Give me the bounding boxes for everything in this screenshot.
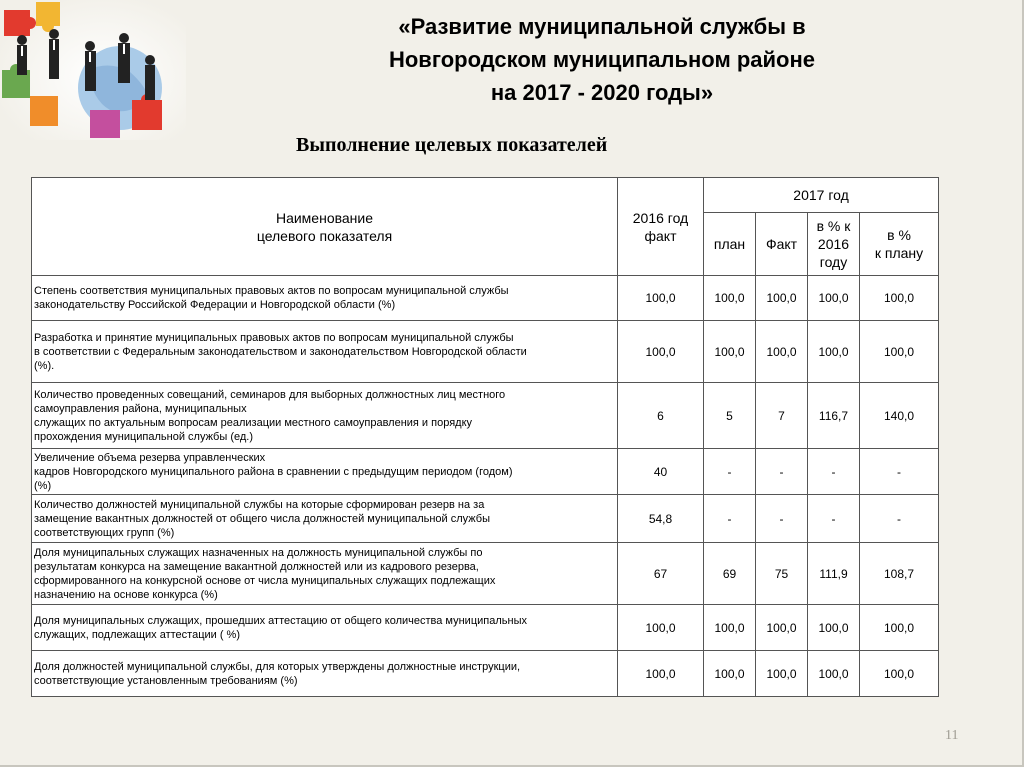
value-2016-fact: 100,0: [618, 651, 704, 697]
value-pct-2016: 116,7: [808, 383, 860, 449]
value-fact: 100,0: [756, 276, 808, 321]
table-row: [32, 276, 939, 321]
indicator-name: Разработка и принятие муниципальных правовых актов по вопросам муниципальной службы в соответствии с Федеральным законодательством и законодательством Новгородской области (%).: [32, 321, 618, 383]
header-plan: план: [704, 213, 756, 276]
value-plan: 100,0: [704, 605, 756, 651]
header-2017-year: 2017 год: [704, 178, 939, 213]
value-plan: 100,0: [704, 276, 756, 321]
slide-subtitle: Выполнение целевых показателей: [296, 134, 608, 156]
value-fact: -: [756, 449, 808, 495]
puzzle-people-illustration: [0, 0, 186, 140]
value-pct-2016: 100,0: [808, 651, 860, 697]
value-2016-fact: 100,0: [618, 276, 704, 321]
value-pct-plan: 100,0: [860, 605, 939, 651]
indicator-name: Количество проведенных совещаний, семинаров для выборных должностных лиц местного самоуправления района, муниципальных служащих по актуальным вопросам реализации местного самоуправления и порядку прохождения муниципальной службы (ед.): [32, 383, 618, 449]
value-pct-plan: -: [860, 495, 939, 543]
table-row: [32, 543, 939, 605]
page-number: 11: [945, 728, 959, 743]
value-pct-2016: -: [808, 495, 860, 543]
value-plan: 5: [704, 383, 756, 449]
value-pct-2016: 100,0: [808, 276, 860, 321]
table-row: [32, 321, 939, 383]
value-2016-fact: 40: [618, 449, 704, 495]
header-pct-plan: в % к плану: [860, 213, 939, 276]
value-pct-2016: 100,0: [808, 605, 860, 651]
value-pct-plan: 100,0: [860, 276, 939, 321]
indicator-name: Доля муниципальных служащих, прошедших аттестацию от общего количества муниципальных служащих, подлежащих аттестации ( %): [32, 605, 618, 651]
value-plan: 100,0: [704, 651, 756, 697]
table-row: [32, 605, 939, 651]
header-2016-fact: 2016 год факт: [618, 178, 704, 276]
value-plan: 100,0: [704, 321, 756, 383]
value-plan: -: [704, 495, 756, 543]
indicator-name: Количество должностей муниципальной службы на которые сформирован резерв на за замещение вакантных должностей от общего числа должностей муниципальной службы соответствующих групп (%): [32, 495, 618, 543]
value-pct-plan: 100,0: [860, 321, 939, 383]
value-2016-fact: 67: [618, 543, 704, 605]
value-fact: 7: [756, 383, 808, 449]
value-pct-plan: -: [860, 449, 939, 495]
title-line-1: «Развитие муниципальной службы в: [398, 14, 806, 39]
indicators-table: [31, 177, 939, 697]
indicator-name: Увеличение объема резерва управленческих кадров Новгородского муниципального района в сравнении с предыдущим периодом (годом) (%): [32, 449, 618, 495]
header-pct-2016: в % к 2016 году: [808, 213, 860, 276]
value-fact: 100,0: [756, 605, 808, 651]
value-fact: 100,0: [756, 651, 808, 697]
header-fact: Факт: [756, 213, 808, 276]
header-indicator-name: Наименование целевого показателя: [32, 178, 618, 276]
table-row: [32, 449, 939, 495]
value-fact: 100,0: [756, 321, 808, 383]
title-line-3: на 2017 - 2020 годы»: [490, 80, 714, 105]
value-pct-plan: 108,7: [860, 543, 939, 605]
slide-title: [292, 10, 912, 109]
value-pct-plan: 140,0: [860, 383, 939, 449]
indicator-name: Степень соответствия муниципальных правовых актов по вопросам муниципальной службы законодательству Российской Федерации и Новгородской области (%): [32, 276, 618, 321]
value-2016-fact: 100,0: [618, 605, 704, 651]
table-row: [32, 651, 939, 697]
value-pct-plan: 100,0: [860, 651, 939, 697]
title-line-2: Новгородском муниципальном районе: [388, 47, 815, 72]
indicator-name: Доля должностей муниципальной службы, для которых утверждены должностные инструкции, соответствующие установленным требованиям (%): [32, 651, 618, 697]
value-2016-fact: 6: [618, 383, 704, 449]
value-pct-2016: 111,9: [808, 543, 860, 605]
table-row: [32, 495, 939, 543]
table-row: [32, 383, 939, 449]
value-fact: 75: [756, 543, 808, 605]
value-pct-2016: -: [808, 449, 860, 495]
indicator-name: Доля муниципальных служащих назначенных на должность муниципальной службы по результатам конкурса на замещение вакантной должностей или из кадрового резерва, сформированного на конкурсной основе от числа муниципальных служащих подлежащих назначению на основе конкурса (%): [32, 543, 618, 605]
value-2016-fact: 54,8: [618, 495, 704, 543]
value-fact: -: [756, 495, 808, 543]
value-plan: 69: [704, 543, 756, 605]
value-plan: -: [704, 449, 756, 495]
value-pct-2016: 100,0: [808, 321, 860, 383]
value-2016-fact: 100,0: [618, 321, 704, 383]
